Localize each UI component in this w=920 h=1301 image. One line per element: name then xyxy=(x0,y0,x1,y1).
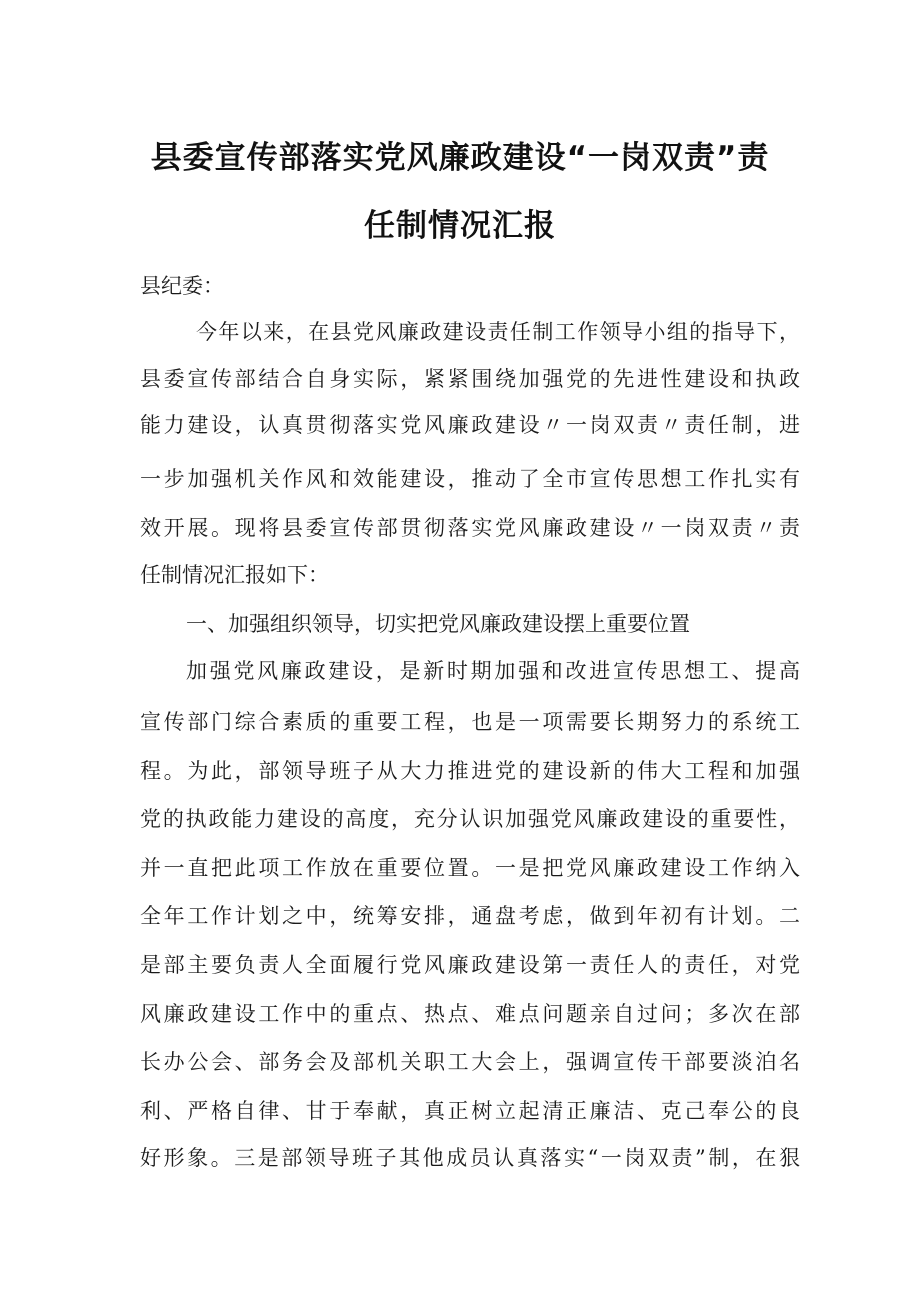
paragraph-2-line-5: 并一直把此项工作放在重要位置。一是把党风廉政建设工作纳入 xyxy=(140,856,800,880)
paragraph-1-line-1: 今年以来，在县党风廉政建设责任制工作领导小组的指导下， xyxy=(196,320,800,344)
paragraph-2-line-2: 宣传部门综合素质的重要工程，也是一项需要长期努力的系统工 xyxy=(140,710,800,734)
paragraph-1-line-2: 县委宣传部结合自身实际，紧紧围绕加强党的先进性建设和执政 xyxy=(140,367,800,391)
paragraph-2-line-1: 加强党风廉政建设，是新时期加强和改进宣传思想工、提高 xyxy=(186,659,800,683)
paragraph-2-line-6: 全年工作计划之中，统筹安排，通盘考虑，做到年初有计划。二 xyxy=(140,904,800,928)
salutation: 县纪委： xyxy=(140,274,224,298)
section-1-heading: 一、加强组织领导，切实把党风廉政建设摆上重要位置 xyxy=(186,612,690,636)
paragraph-2-line-8: 风廉政建设工作中的重点、热点、难点问题亲自过问；多次在部 xyxy=(140,1002,800,1026)
paragraph-1-line-3: 能力建设，认真贯彻落实党风廉政建设〃一岗双责〃责任制，进 xyxy=(140,413,800,437)
paragraph-1-line-4: 一步加强机关作风和效能建设，推动了全市宣传思想工作扎实有 xyxy=(140,467,800,491)
paragraph-2-line-10: 利、严格自律、甘于奉献，真正树立起清正廉洁、克己奉公的良 xyxy=(140,1099,800,1123)
document-title-line-1: 县委宣传部落实党风廉政建设“一岗双责”责 xyxy=(150,140,770,176)
paragraph-2-line-4: 党的执政能力建设的高度，充分认识加强党风廉政建设的重要性， xyxy=(140,807,800,831)
paragraph-2-line-3: 程。为此，部领导班子从大力推进党的建设新的伟大工程和加强 xyxy=(140,759,800,783)
paragraph-2-line-7: 是部主要负责人全面履行党风廉政建设第一责任人的责任，对党 xyxy=(140,953,800,977)
paragraph-2-line-11: 好形象。三是部领导班子其他成员认真落实“一岗双责”制，在狠 xyxy=(140,1146,800,1170)
paragraph-1-line-6: 任制情况汇报如下： xyxy=(140,563,329,587)
paragraph-2-line-9: 长办公会、部务会及部机关职工大会上，强调宣传干部要淡泊名 xyxy=(140,1050,800,1074)
document-title-line-2: 任制情况汇报 xyxy=(364,208,556,244)
paragraph-1-line-5: 效开展。现将县委宣传部贯彻落实党风廉政建设〃一岗双责〃责 xyxy=(140,516,800,540)
